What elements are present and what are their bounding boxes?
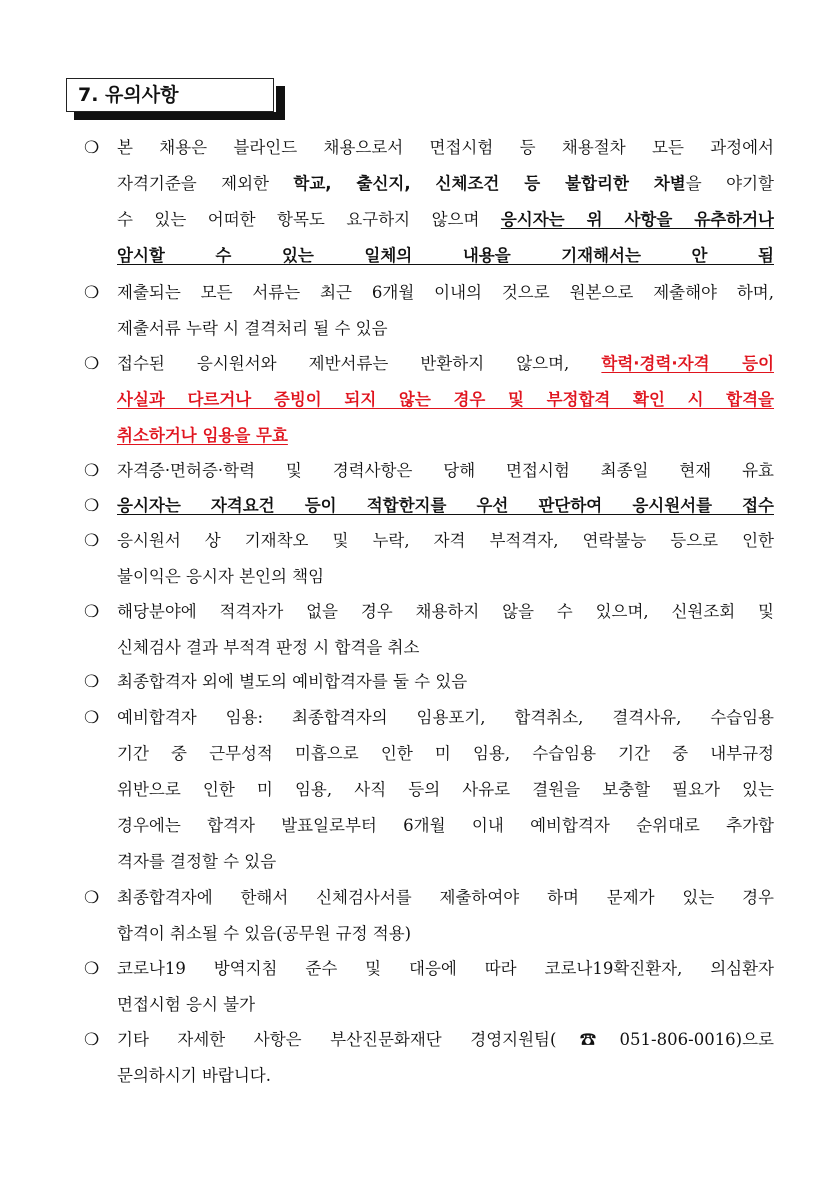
emphasis-text: 응시자는 자격요건 등이 적합한지를 우선 판단하여 응시원서를 접수: [117, 496, 774, 515]
bullet-circle-icon: ❍: [84, 602, 100, 622]
notice-line: [117, 559, 774, 595]
notice-line: [117, 630, 774, 666]
notice-line: [117, 736, 774, 772]
heading-shadow-bottom: [74, 112, 285, 120]
body-text: 본 채용은 블라인드 채용으로서 면접시험 등 채용절차 모든 과정에서: [117, 138, 774, 157]
emphasis-text: 응시자는 위 사항을 유추하거나: [500, 210, 774, 229]
notice-line: [117, 311, 774, 347]
emphasis-text: 암시할 수 있는 일체의 내용을 기재해서는 안 됨: [117, 246, 774, 265]
notice-line: [117, 238, 774, 274]
notice-line: [117, 418, 774, 454]
notice-item: [84, 275, 774, 347]
notice-item: [84, 346, 774, 454]
notice-line: [117, 453, 774, 489]
warning-emphasis-text: 학력·경력·자격 등이: [601, 354, 774, 373]
notice-line: [117, 594, 774, 630]
notice-text: [117, 488, 774, 524]
notice-line: [117, 1022, 774, 1058]
bullet-circle-icon: ❍: [84, 1030, 100, 1050]
notice-line: [117, 987, 774, 1023]
notice-line: [117, 951, 774, 987]
body-text: 합격이 취소될 수 있음(공무원 규정 적용): [117, 924, 412, 943]
body-text: 면접시험 응시 불가: [117, 995, 256, 1014]
body-text: 응시원서 상 기재착오 및 누락, 자격 부적격자, 연락불능 등으로 인한: [117, 531, 774, 550]
body-text: 해당분야에 적격자가 없을 경우 채용하지 않을 수 있으며, 신원조회 및: [117, 602, 774, 621]
notice-line: [117, 346, 774, 382]
notice-line: [117, 523, 774, 559]
body-text: 문의하시기 바랍니다.: [117, 1066, 271, 1085]
notice-item: [84, 523, 774, 595]
notice-item: [84, 664, 774, 700]
bullet-circle-icon: ❍: [84, 138, 100, 158]
body-text: 위반으로 인한 미 임용, 사직 등의 사유로 결원을 보충할 필요가 있는: [117, 780, 774, 799]
bullet-circle-icon: ❍: [84, 496, 100, 516]
body-text: 제출되는 모든 서류는 최근 6개월 이내의 것으로 원본으로 제출해야 하며,: [117, 283, 774, 302]
bullet-circle-icon: ❍: [84, 959, 100, 979]
notice-line: [117, 382, 774, 418]
notice-item: [84, 880, 774, 952]
body-text: 최종합격자에 한해서 신체검사서를 제출하여야 하며 문제가 있는 경우: [117, 888, 774, 907]
notice-text: [117, 453, 774, 489]
notice-item: [84, 130, 774, 274]
notice-line: [117, 1058, 774, 1094]
notice-text: [117, 594, 774, 666]
bullet-circle-icon: ❍: [84, 888, 100, 908]
notice-line: [117, 916, 774, 952]
notice-line: [117, 808, 774, 844]
notice-text: [117, 275, 774, 347]
notice-text: [117, 880, 774, 952]
notice-text: [117, 523, 774, 595]
warning-emphasis-text: 취소하거나 임용을 무효: [117, 426, 288, 445]
body-text: 경우에는 합격자 발표일로부터 6개월 이내 예비합격자 순위대로 추가합: [117, 816, 774, 835]
body-text: 자격기준을 제외한: [117, 174, 294, 193]
body-text: 불이익은 응시자 본인의 책임: [117, 567, 325, 586]
emphasis-text: 학교, 출신지, 신체조건 등 불합리한 차별: [293, 174, 686, 193]
notice-item: [84, 594, 774, 666]
notice-line: [117, 275, 774, 311]
body-text: 자격증·면허증·학력 및 경력사항은 당해 면접시험 최종일 현재 유효: [117, 461, 774, 480]
bullet-circle-icon: ❍: [84, 461, 100, 481]
warning-emphasis-text: 사실과 다르거나 증빙이 되지 않는 경우 및 부정합격 확인 시 합격을: [117, 390, 774, 409]
section-heading-title: 7. 유의사항: [78, 84, 179, 106]
body-text: 접수된 응시원서와 제반서류는 반환하지 않으며,: [117, 354, 602, 373]
notice-line: [117, 772, 774, 808]
notice-text: [117, 951, 774, 1023]
bullet-circle-icon: ❍: [84, 531, 100, 551]
body-text: 기간 중 근무성적 미흡으로 인한 미 임용, 수습임용 기간 중 내부규정: [117, 744, 774, 763]
body-text: 격자를 결정할 수 있음: [117, 852, 277, 871]
notice-item: [84, 700, 774, 880]
body-text: 기타 자세한 사항은 부산진문화재단 경영지원팀(☎051-806-0016)으로: [117, 1030, 774, 1049]
body-text: 수 있는 어떠한 항목도 요구하지 않으며: [117, 210, 501, 229]
notice-line: [117, 488, 774, 524]
notice-line: [117, 130, 774, 166]
notice-item: [84, 488, 774, 524]
notice-item: [84, 951, 774, 1023]
notice-text: [117, 130, 774, 274]
notice-text: [117, 700, 774, 880]
notice-line: [117, 202, 774, 238]
notice-line: [117, 166, 774, 202]
bullet-circle-icon: ❍: [84, 283, 100, 303]
body-text: 예비합격자 임용: 최종합격자의 임용포기, 합격취소, 결격사유, 수습임용: [117, 708, 774, 727]
notice-item: [84, 1022, 774, 1094]
body-text: 을 야기할: [685, 174, 774, 193]
body-text: 제출서류 누락 시 결격처리 될 수 있음: [117, 319, 388, 338]
notice-item: [84, 453, 774, 489]
notice-text: [117, 346, 774, 454]
body-text: 코로나19 방역지침 준수 및 대응에 따라 코로나19확진환자, 의심환자: [117, 959, 774, 978]
notice-text: [117, 1022, 774, 1094]
notice-line: [117, 700, 774, 736]
body-text: 최종합격자 외에 별도의 예비합격자를 둘 수 있음: [117, 672, 468, 691]
notice-line: [117, 844, 774, 880]
bullet-circle-icon: ❍: [84, 672, 100, 692]
bullet-circle-icon: ❍: [84, 708, 100, 728]
notice-line: [117, 880, 774, 916]
notice-line: [117, 664, 774, 700]
bullet-circle-icon: ❍: [84, 354, 100, 374]
notice-text: [117, 664, 774, 700]
body-text: 신체검사 결과 부적격 판정 시 합격을 취소: [117, 638, 420, 657]
